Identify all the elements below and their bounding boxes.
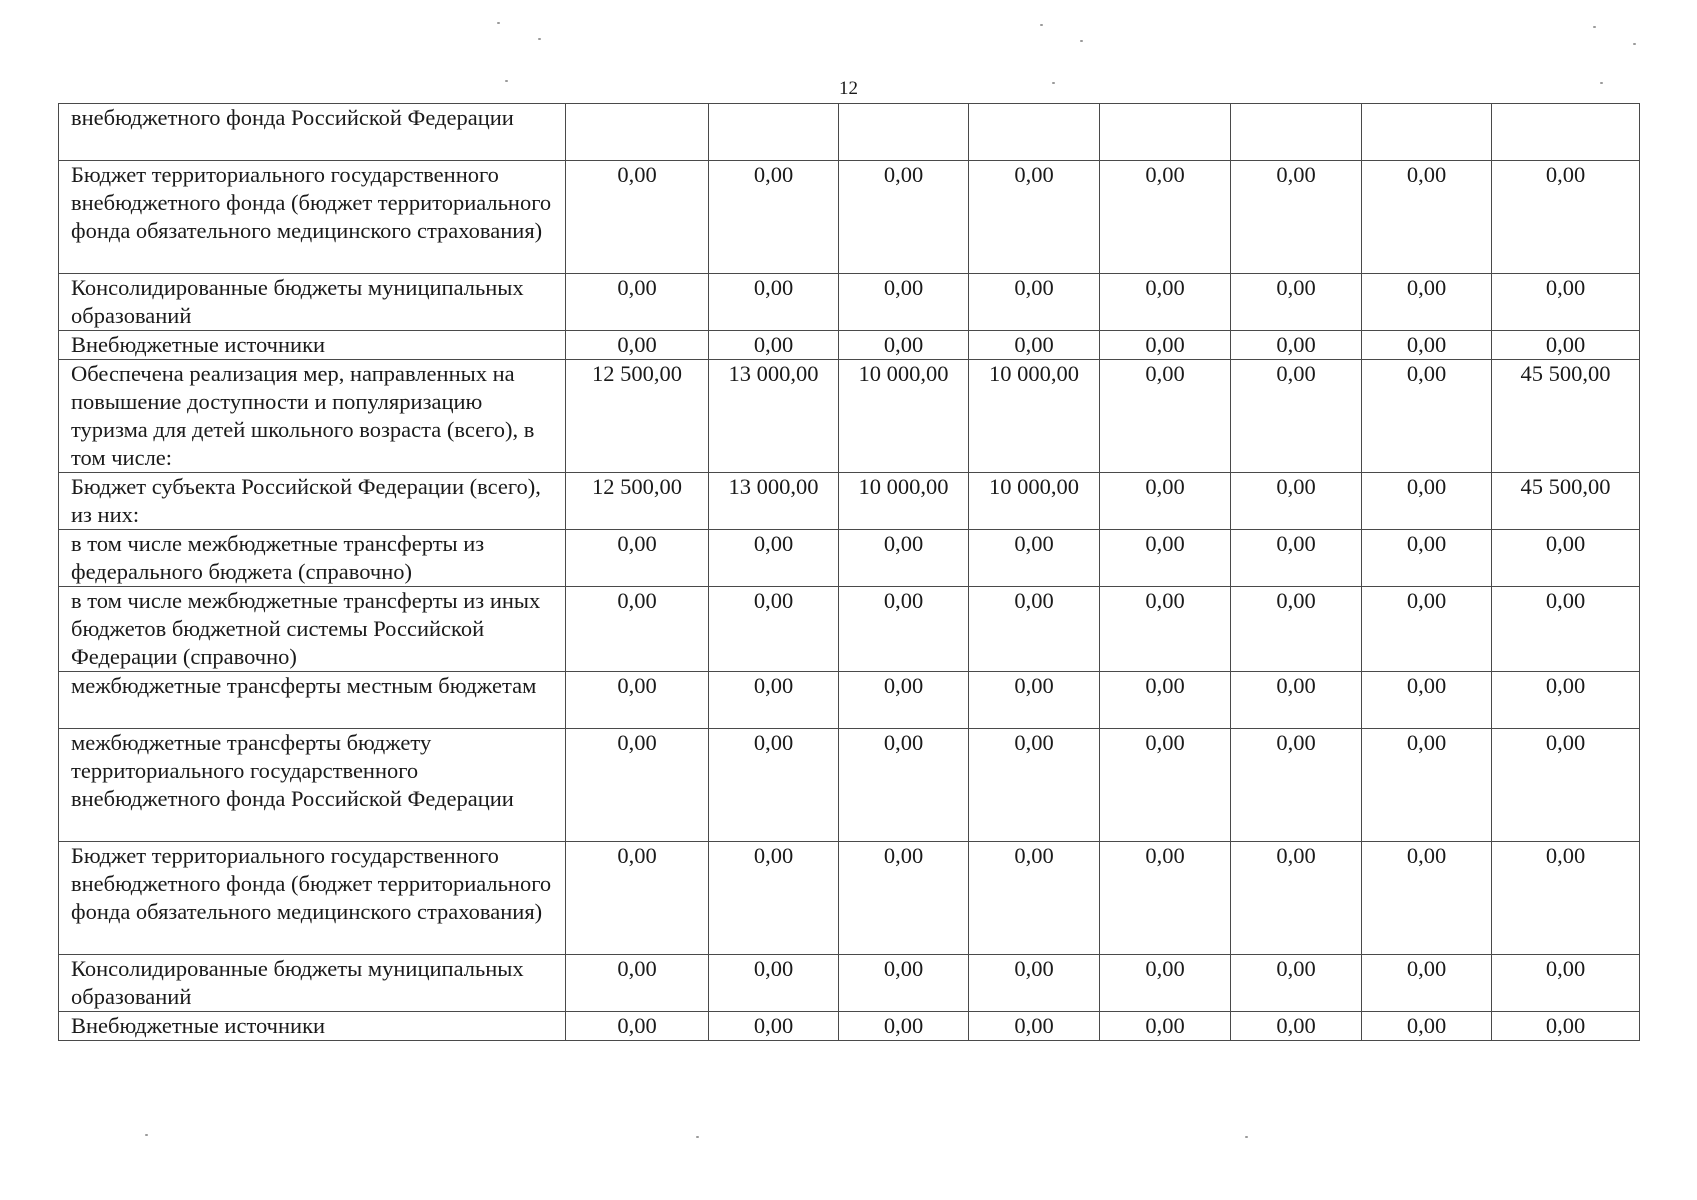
cell-value: 0,00 — [1231, 360, 1362, 473]
scan-speck — [1633, 43, 1636, 45]
cell-value — [709, 104, 839, 161]
cell-value: 0,00 — [839, 274, 969, 331]
cell-value: 0,00 — [839, 331, 969, 360]
cell-value — [1231, 104, 1362, 161]
cell-value: 0,00 — [1362, 587, 1492, 672]
cell-value: 0,00 — [839, 1012, 969, 1041]
row-label: Внебюджетные источники — [59, 331, 566, 360]
table-row — [59, 842, 1640, 955]
cell-value: 0,00 — [566, 729, 709, 842]
cell-value: 0,00 — [969, 729, 1100, 842]
cell-value: 0,00 — [969, 161, 1100, 274]
cell-value: 0,00 — [839, 842, 969, 955]
cell-value: 12 500,00 — [566, 360, 709, 473]
cell-value: 0,00 — [969, 587, 1100, 672]
cell-value: 0,00 — [969, 530, 1100, 587]
cell-value: 0,00 — [1100, 672, 1231, 729]
cell-value — [1362, 104, 1492, 161]
cell-value: 0,00 — [566, 331, 709, 360]
table-row — [59, 473, 1640, 530]
cell-value: 0,00 — [709, 161, 839, 274]
row-label: Бюджет территориального государственного внебюджетного фонда (бюджет территориального фонда обязательного медицинского страхования) — [59, 161, 566, 274]
scan-speck — [497, 22, 500, 24]
cell-value: 10 000,00 — [969, 360, 1100, 473]
cell-value: 0,00 — [1492, 587, 1640, 672]
cell-value: 0,00 — [1492, 672, 1640, 729]
cell-value: 0,00 — [839, 672, 969, 729]
cell-value: 0,00 — [1492, 161, 1640, 274]
cell-value: 0,00 — [1100, 842, 1231, 955]
cell-value — [839, 104, 969, 161]
table-row — [59, 587, 1640, 672]
row-label: внебюджетного фонда Российской Федерации — [59, 104, 566, 161]
cell-value: 0,00 — [709, 842, 839, 955]
cell-value: 0,00 — [839, 587, 969, 672]
cell-value: 0,00 — [709, 955, 839, 1012]
cell-value: 0,00 — [1492, 842, 1640, 955]
cell-value: 0,00 — [566, 274, 709, 331]
cell-value — [1100, 104, 1231, 161]
cell-value: 0,00 — [1362, 331, 1492, 360]
table-row — [59, 104, 1640, 161]
cell-value: 0,00 — [839, 530, 969, 587]
cell-value: 0,00 — [1362, 729, 1492, 842]
cell-value — [1492, 104, 1640, 161]
scan-speck — [1040, 24, 1043, 26]
scan-speck — [145, 1134, 148, 1136]
cell-value: 0,00 — [1231, 842, 1362, 955]
cell-value: 0,00 — [566, 672, 709, 729]
cell-value: 0,00 — [1231, 530, 1362, 587]
cell-value: 0,00 — [566, 530, 709, 587]
row-label: в том числе межбюджетные трансферты из федерального бюджета (справочно) — [59, 530, 566, 587]
table-row — [59, 729, 1640, 842]
cell-value: 0,00 — [1100, 587, 1231, 672]
cell-value: 0,00 — [1100, 274, 1231, 331]
cell-value: 0,00 — [1362, 1012, 1492, 1041]
cell-value: 0,00 — [969, 274, 1100, 331]
scan-speck — [696, 1136, 699, 1138]
page-number: 12 — [839, 78, 858, 99]
cell-value: 0,00 — [1231, 587, 1362, 672]
cell-value: 0,00 — [1231, 729, 1362, 842]
cell-value: 0,00 — [969, 1012, 1100, 1041]
cell-value: 0,00 — [1231, 1012, 1362, 1041]
cell-value: 0,00 — [566, 161, 709, 274]
scan-speck — [1245, 1136, 1248, 1138]
cell-value: 0,00 — [1362, 473, 1492, 530]
row-label: Консолидированные бюджеты муниципальных образований — [59, 274, 566, 331]
scan-speck — [1080, 40, 1083, 42]
row-label: Консолидированные бюджеты муниципальных образований — [59, 955, 566, 1012]
cell-value: 0,00 — [1492, 1012, 1640, 1041]
scan-speck — [538, 38, 541, 40]
cell-value: 0,00 — [1231, 161, 1362, 274]
cell-value: 0,00 — [1100, 360, 1231, 473]
cell-value: 10 000,00 — [839, 360, 969, 473]
cell-value: 0,00 — [566, 1012, 709, 1041]
scan-speck — [1593, 26, 1596, 28]
cell-value: 0,00 — [1492, 530, 1640, 587]
row-label: в том числе межбюджетные трансферты из иных бюджетов бюджетной системы Российской Федерации (справочно) — [59, 587, 566, 672]
cell-value: 13 000,00 — [709, 473, 839, 530]
row-label: межбюджетные трансферты местным бюджетам — [59, 672, 566, 729]
row-label: Обеспечена реализация мер, направленных на повышение доступности и популяризацию туризма для детей школьного возраста (всего), в том числе: — [59, 360, 566, 473]
row-label: Бюджет территориального государственного внебюджетного фонда (бюджет территориального фонда обязательного медицинского страхования) — [59, 842, 566, 955]
cell-value: 0,00 — [1362, 530, 1492, 587]
cell-value: 10 000,00 — [969, 473, 1100, 530]
cell-value: 0,00 — [1100, 530, 1231, 587]
table-row — [59, 955, 1640, 1012]
cell-value: 0,00 — [1492, 331, 1640, 360]
cell-value — [566, 104, 709, 161]
cell-value: 0,00 — [1100, 729, 1231, 842]
row-label: межбюджетные трансферты бюджету территориального государственного внебюджетного фонда Российской Федерации — [59, 729, 566, 842]
table-row — [59, 274, 1640, 331]
cell-value: 0,00 — [709, 274, 839, 331]
cell-value: 0,00 — [1492, 955, 1640, 1012]
scan-speck — [1600, 82, 1603, 84]
row-label: Внебюджетные источники — [59, 1012, 566, 1041]
cell-value: 0,00 — [1362, 955, 1492, 1012]
cell-value: 0,00 — [709, 1012, 839, 1041]
cell-value — [969, 104, 1100, 161]
cell-value: 0,00 — [709, 530, 839, 587]
cell-value: 0,00 — [1362, 274, 1492, 331]
cell-value: 0,00 — [709, 587, 839, 672]
cell-value: 0,00 — [1231, 672, 1362, 729]
cell-value: 0,00 — [969, 331, 1100, 360]
cell-value: 45 500,00 — [1492, 473, 1640, 530]
cell-value: 0,00 — [839, 161, 969, 274]
cell-value: 0,00 — [566, 842, 709, 955]
cell-value: 13 000,00 — [709, 360, 839, 473]
scan-speck — [1052, 82, 1055, 84]
cell-value: 0,00 — [839, 955, 969, 1012]
cell-value: 0,00 — [1492, 729, 1640, 842]
cell-value: 0,00 — [1362, 360, 1492, 473]
budget-table — [58, 103, 1640, 1041]
cell-value: 0,00 — [709, 729, 839, 842]
table-row — [59, 360, 1640, 473]
cell-value: 0,00 — [709, 331, 839, 360]
cell-value: 0,00 — [566, 587, 709, 672]
table-row — [59, 672, 1640, 729]
cell-value: 0,00 — [566, 955, 709, 1012]
cell-value: 0,00 — [969, 672, 1100, 729]
cell-value: 0,00 — [1231, 955, 1362, 1012]
cell-value: 0,00 — [709, 672, 839, 729]
cell-value: 0,00 — [1362, 161, 1492, 274]
cell-value: 10 000,00 — [839, 473, 969, 530]
row-label: Бюджет субъекта Российской Федерации (всего), из них: — [59, 473, 566, 530]
cell-value: 0,00 — [1100, 473, 1231, 530]
cell-value: 45 500,00 — [1492, 360, 1640, 473]
cell-value: 0,00 — [1492, 274, 1640, 331]
cell-value: 0,00 — [1231, 274, 1362, 331]
cell-value: 0,00 — [969, 955, 1100, 1012]
table-row — [59, 331, 1640, 360]
table-row — [59, 530, 1640, 587]
cell-value: 0,00 — [1100, 331, 1231, 360]
cell-value: 0,00 — [1231, 473, 1362, 530]
cell-value: 12 500,00 — [566, 473, 709, 530]
cell-value: 0,00 — [969, 842, 1100, 955]
table-row — [59, 1012, 1640, 1041]
scan-speck — [505, 80, 508, 82]
cell-value: 0,00 — [1100, 1012, 1231, 1041]
table-row — [59, 161, 1640, 274]
cell-value: 0,00 — [1362, 842, 1492, 955]
cell-value: 0,00 — [1100, 161, 1231, 274]
cell-value: 0,00 — [1100, 955, 1231, 1012]
cell-value: 0,00 — [1362, 672, 1492, 729]
cell-value: 0,00 — [1231, 331, 1362, 360]
cell-value: 0,00 — [839, 729, 969, 842]
